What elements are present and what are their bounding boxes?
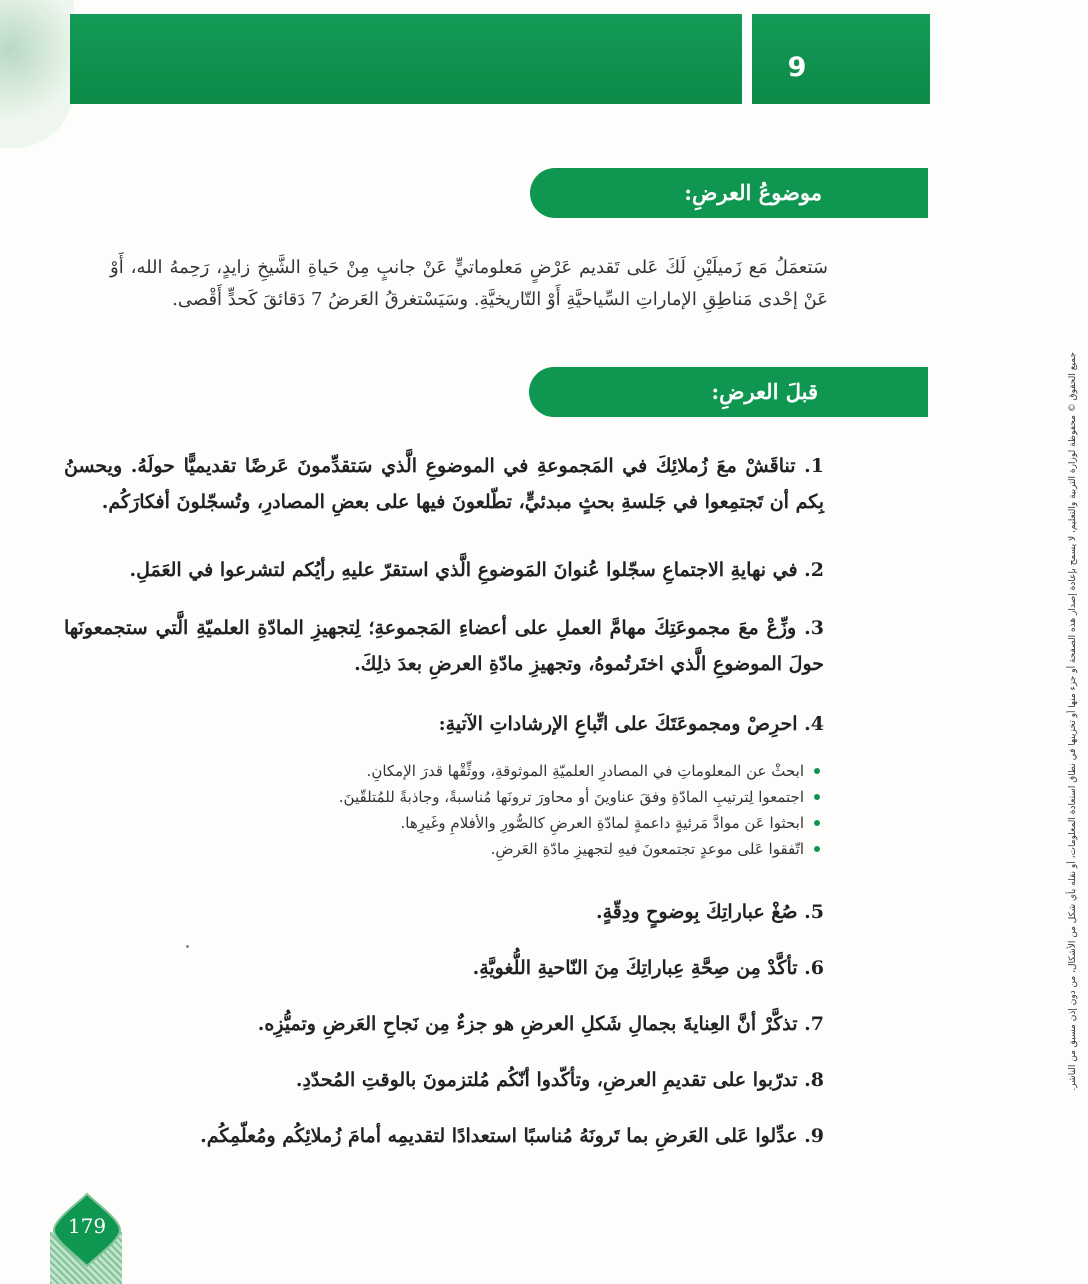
copyright-notice: جميع الحقوق © محفوظة لوزارة التربية والتعليم، لا يسمح بإعادة إصدار هذه الصفحة أو جزء منها أو تخزينها في نطاق استعادة المعلومات، أو نقله بأي شكل من الأشكال، من دون إذن مسبق من الناشر. (1068, 352, 1078, 1091)
unit-number: 9 (787, 52, 807, 83)
instruction-item: 8. تدرّبوا على تقديمِ العرضِ، وتأكّدوا أنّكُم مُلتزمونَ بالوقتِ المُحدّدِ. (295, 1069, 824, 1091)
instruction-item: 5. صُغْ عباراتِكَ بِوضوحٍ ودِقّةٍ. (595, 901, 824, 923)
instruction-item: 9. عدِّلوا عَلى العَرضِ بما تَرونَهُ مُناسبًا استعدادًا لتقديمِه أمامَ زُملائِكُم ومُعلّمِكُم. (200, 1125, 824, 1147)
guidelines-list (204, 758, 824, 862)
corner-decoration (0, 0, 74, 148)
instruction-item: 7. تذكَّرْ أنَّ العِنايةَ بجمالِ شَكلِ العرضِ هو جزءٌ مِن نَجاحِ العَرضِ وتميُّزِه. (257, 1013, 824, 1035)
page-number: 179 (67, 1214, 107, 1238)
header-separator (742, 14, 752, 104)
instruction-item: 3. وزِّعْ معَ مجموعَتِكَ مهامَّ العملِ على أعضاءِ المَجموعةِ؛ لِتجهيزِ المادّةِ العلميّةِ الَّتي ستجمعونَها حولَ الموضوعِ الَّذي اختَرتُموهُ، وتجهيزِ مادّةِ العرضِ بعدَ ذلِكَ. (64, 617, 824, 675)
instruction-item: 4. احرِصْ ومجموعَتَكَ على اتِّباعِ الإرشاداتِ الآتيةِ: (438, 713, 824, 735)
intro-paragraph: سَتعمَلُ مَع زَميلَيْنِ لَكَ عَلى تَقديم عَرْضٍ مَعلوماتيٍّ عَنْ جانبٍ مِنْ حَياةِ الشَّيخِ زايدٍ، رَحِمهُ الله، أَوْ عَنْ إحْدى مَناطِقِ الإماراتِ السِّياحيَّةِ أَوْ التّاريخيَّةِ. وسَيَسْتغرقُ العَرضُ 7 دَقائقَ كَحدٍّ أَقْصى. (110, 257, 828, 310)
instruction-item: 2. في نهايةِ الاجتماعِ سجّلوا عُنوانَ المَوضوعِ الَّذي استقرّ عليهِ رأيُكم لتشرعوا في العَمَلِ. (129, 559, 824, 581)
guideline-item: ابحثوا عَن موادَّ مَرئيةٍ داعمةٍ لمادّةِ العرضِ كالصُّورِ والأفلامِ وغَيرِها. (204, 810, 824, 836)
instruction-item: 1. تناقَشْ معَ زُملائِكَ في المَجموعةِ في الموضوعِ الَّذي سَتقدِّمونَ عَرضًا تقديميًّا حولَهُ. ويحسنُ بِكم أن تَجتمِعوا في جَلسةِ بحثٍ مبدئيٍّ، تطّلعونَ فيها على بعضِ المصادرِ، وتُسجّلونَ أفكارَكُم. (64, 455, 824, 513)
guideline-item: ابحثْ عن المعلوماتِ في المصادرِ العلميّةِ الموثوقةِ، ووثِّقْها قدرَ الإمكانِ. (204, 758, 824, 784)
guideline-item: اتّفقوا عَلى موعدٍ تجتمعونَ فيهِ لتجهيزِ مادّةِ العَرضِ. (204, 836, 824, 862)
instruction-item: 6. تأكَّدْ مِن صِحَّةِ عِباراتِكَ مِنَ النّاحيةِ اللُّغويَّةِ. (472, 957, 824, 979)
section-title-topic: موضوعُ العرضِ: (530, 168, 928, 218)
section-title-before-presentation: قبلَ العرضِ: (529, 367, 928, 417)
guideline-item: اجتمعوا لِترتيبِ المادّةِ وفقَ عناوينَ أو محاورَ ترونَها مُناسبةً، وجاذبةً للمُتلقّينَ. (204, 784, 824, 810)
speck (186, 945, 189, 948)
